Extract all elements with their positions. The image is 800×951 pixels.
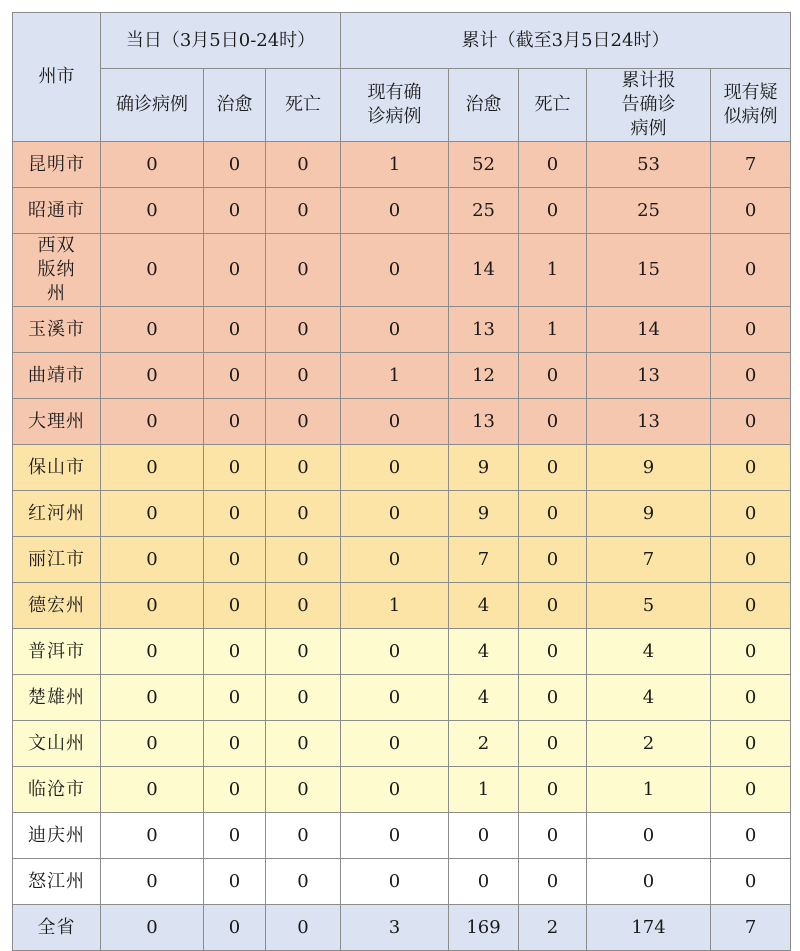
daily-cured-cell: 0	[204, 491, 266, 537]
daily-deaths-cell: 0	[266, 629, 341, 675]
current-suspected-cell: 0	[711, 583, 791, 629]
cum-deaths-cell: 1	[519, 234, 587, 307]
daily-confirmed-cell: 0	[101, 307, 204, 353]
cum-cured-cell: 13	[449, 399, 519, 445]
cum-cured-cell: 2	[449, 721, 519, 767]
cum-deaths-cell: 1	[519, 307, 587, 353]
city-cell: 保山市	[13, 445, 101, 491]
total-daily-deaths-cell: 0	[266, 905, 341, 951]
total-daily-confirmed-cell: 0	[101, 905, 204, 951]
cum-cured-cell: 25	[449, 188, 519, 234]
cum-cured-cell: 9	[449, 445, 519, 491]
current-confirmed-cell: 1	[341, 353, 449, 399]
daily-confirmed-cell: 0	[101, 767, 204, 813]
daily-deaths-cell: 0	[266, 353, 341, 399]
current-suspected-cell: 0	[711, 307, 791, 353]
city-cell: 普洱市	[13, 629, 101, 675]
daily-deaths-cell: 0	[266, 767, 341, 813]
header-cum-reported: 累计报告确诊病例	[587, 69, 711, 142]
cum-reported-cell: 5	[587, 583, 711, 629]
daily-cured-cell: 0	[204, 142, 266, 188]
cum-deaths-cell: 0	[519, 675, 587, 721]
current-confirmed-cell: 0	[341, 307, 449, 353]
city-cell: 楚雄州	[13, 675, 101, 721]
daily-cured-cell: 0	[204, 234, 266, 307]
cum-reported-cell: 14	[587, 307, 711, 353]
daily-confirmed-cell: 0	[101, 629, 204, 675]
cum-deaths-cell: 0	[519, 583, 587, 629]
header-city: 州市	[13, 13, 101, 142]
current-confirmed-cell: 0	[341, 767, 449, 813]
table-row	[13, 399, 791, 445]
table-row	[13, 767, 791, 813]
cum-reported-cell: 25	[587, 188, 711, 234]
cum-cured-cell: 0	[449, 859, 519, 905]
cum-reported-cell: 9	[587, 445, 711, 491]
total-cum-reported-cell: 174	[587, 905, 711, 951]
daily-cured-cell: 0	[204, 537, 266, 583]
daily-cured-cell: 0	[204, 813, 266, 859]
covid-stats-table	[12, 12, 791, 951]
total-row	[13, 905, 791, 951]
table-row	[13, 142, 791, 188]
table-row	[13, 583, 791, 629]
daily-confirmed-cell: 0	[101, 537, 204, 583]
daily-cured-cell: 0	[204, 675, 266, 721]
daily-deaths-cell: 0	[266, 399, 341, 445]
cum-deaths-cell: 0	[519, 721, 587, 767]
header-daily-confirmed: 确诊病例	[101, 69, 204, 142]
cum-reported-cell: 0	[587, 813, 711, 859]
current-suspected-cell: 0	[711, 188, 791, 234]
cum-deaths-cell: 0	[519, 629, 587, 675]
daily-deaths-cell: 0	[266, 537, 341, 583]
cum-cured-cell: 12	[449, 353, 519, 399]
daily-deaths-cell: 0	[266, 307, 341, 353]
current-confirmed-cell: 0	[341, 445, 449, 491]
table-row	[13, 491, 791, 537]
city-cell: 西双版纳州	[13, 234, 101, 307]
table-row	[13, 629, 791, 675]
current-confirmed-cell: 1	[341, 142, 449, 188]
daily-deaths-cell: 0	[266, 859, 341, 905]
table-row	[13, 675, 791, 721]
daily-deaths-cell: 0	[266, 813, 341, 859]
cum-cured-cell: 4	[449, 583, 519, 629]
daily-confirmed-cell: 0	[101, 675, 204, 721]
daily-cured-cell: 0	[204, 307, 266, 353]
daily-deaths-cell: 0	[266, 234, 341, 307]
table-row	[13, 445, 791, 491]
daily-deaths-cell: 0	[266, 491, 341, 537]
daily-cured-cell: 0	[204, 721, 266, 767]
current-confirmed-cell: 0	[341, 491, 449, 537]
cum-deaths-cell: 0	[519, 537, 587, 583]
table-body	[13, 142, 791, 951]
current-confirmed-cell: 0	[341, 813, 449, 859]
current-suspected-cell: 7	[711, 142, 791, 188]
cum-reported-cell: 15	[587, 234, 711, 307]
table-row	[13, 813, 791, 859]
header-cum-cured: 治愈	[449, 69, 519, 142]
cum-reported-cell: 9	[587, 491, 711, 537]
header-current-confirmed: 现有确诊病例	[341, 69, 449, 142]
table-row	[13, 188, 791, 234]
cum-reported-cell: 4	[587, 675, 711, 721]
daily-confirmed-cell: 0	[101, 234, 204, 307]
cum-deaths-cell: 0	[519, 353, 587, 399]
daily-cured-cell: 0	[204, 353, 266, 399]
daily-cured-cell: 0	[204, 445, 266, 491]
header-daily-group: 当日（3月5日0-24时）	[101, 13, 341, 69]
cum-cured-cell: 1	[449, 767, 519, 813]
table-row	[13, 537, 791, 583]
cum-deaths-cell: 0	[519, 399, 587, 445]
current-suspected-cell: 0	[711, 813, 791, 859]
daily-deaths-cell: 0	[266, 142, 341, 188]
cum-deaths-cell: 0	[519, 491, 587, 537]
city-cell: 红河州	[13, 491, 101, 537]
current-confirmed-cell: 0	[341, 721, 449, 767]
current-suspected-cell: 0	[711, 234, 791, 307]
daily-confirmed-cell: 0	[101, 353, 204, 399]
total-label-cell: 全省	[13, 905, 101, 951]
cum-cured-cell: 52	[449, 142, 519, 188]
daily-cured-cell: 0	[204, 767, 266, 813]
daily-confirmed-cell: 0	[101, 188, 204, 234]
daily-confirmed-cell: 0	[101, 859, 204, 905]
current-confirmed-cell: 0	[341, 399, 449, 445]
daily-cured-cell: 0	[204, 583, 266, 629]
cum-cured-cell: 14	[449, 234, 519, 307]
table-header	[13, 13, 791, 142]
total-current-suspected-cell: 7	[711, 905, 791, 951]
cum-reported-cell: 7	[587, 537, 711, 583]
current-suspected-cell: 0	[711, 399, 791, 445]
city-cell: 怒江州	[13, 859, 101, 905]
table-row	[13, 234, 791, 307]
header-daily-cured: 治愈	[204, 69, 266, 142]
daily-deaths-cell: 0	[266, 583, 341, 629]
current-suspected-cell: 0	[711, 537, 791, 583]
table-row	[13, 307, 791, 353]
table-row	[13, 859, 791, 905]
daily-confirmed-cell: 0	[101, 491, 204, 537]
current-confirmed-cell: 1	[341, 583, 449, 629]
daily-deaths-cell: 0	[266, 721, 341, 767]
cum-cured-cell: 4	[449, 629, 519, 675]
daily-confirmed-cell: 0	[101, 583, 204, 629]
cum-reported-cell: 13	[587, 399, 711, 445]
city-cell: 迪庆州	[13, 813, 101, 859]
header-current-suspected: 现有疑似病例	[711, 69, 791, 142]
city-cell: 昭通市	[13, 188, 101, 234]
current-suspected-cell: 0	[711, 675, 791, 721]
city-cell: 丽江市	[13, 537, 101, 583]
cum-deaths-cell: 0	[519, 445, 587, 491]
cum-cured-cell: 9	[449, 491, 519, 537]
current-confirmed-cell: 0	[341, 234, 449, 307]
daily-cured-cell: 0	[204, 188, 266, 234]
header-cumulative-group: 累计（截至3月5日24时）	[341, 13, 791, 69]
total-daily-cured-cell: 0	[204, 905, 266, 951]
daily-deaths-cell: 0	[266, 675, 341, 721]
cum-deaths-cell: 0	[519, 142, 587, 188]
cum-deaths-cell: 0	[519, 188, 587, 234]
city-cell: 大理州	[13, 399, 101, 445]
daily-confirmed-cell: 0	[101, 142, 204, 188]
city-cell: 玉溪市	[13, 307, 101, 353]
daily-confirmed-cell: 0	[101, 721, 204, 767]
header-daily-deaths: 死亡	[266, 69, 341, 142]
city-cell: 文山州	[13, 721, 101, 767]
current-confirmed-cell: 0	[341, 859, 449, 905]
daily-confirmed-cell: 0	[101, 813, 204, 859]
current-suspected-cell: 0	[711, 445, 791, 491]
current-suspected-cell: 0	[711, 491, 791, 537]
header-cum-deaths: 死亡	[519, 69, 587, 142]
daily-cured-cell: 0	[204, 859, 266, 905]
cum-reported-cell: 1	[587, 767, 711, 813]
current-confirmed-cell: 0	[341, 537, 449, 583]
current-suspected-cell: 0	[711, 859, 791, 905]
cum-reported-cell: 2	[587, 721, 711, 767]
city-cell: 昆明市	[13, 142, 101, 188]
cum-deaths-cell: 0	[519, 813, 587, 859]
daily-deaths-cell: 0	[266, 445, 341, 491]
table-row	[13, 353, 791, 399]
current-suspected-cell: 0	[711, 721, 791, 767]
cum-cured-cell: 4	[449, 675, 519, 721]
table-row	[13, 721, 791, 767]
cum-reported-cell: 4	[587, 629, 711, 675]
total-cum-deaths-cell: 2	[519, 905, 587, 951]
cum-cured-cell: 13	[449, 307, 519, 353]
daily-cured-cell: 0	[204, 399, 266, 445]
cum-cured-cell: 0	[449, 813, 519, 859]
city-cell: 临沧市	[13, 767, 101, 813]
current-suspected-cell: 0	[711, 353, 791, 399]
current-confirmed-cell: 0	[341, 675, 449, 721]
cum-reported-cell: 13	[587, 353, 711, 399]
city-cell: 德宏州	[13, 583, 101, 629]
cum-deaths-cell: 0	[519, 859, 587, 905]
current-suspected-cell: 0	[711, 629, 791, 675]
current-suspected-cell: 0	[711, 767, 791, 813]
cum-reported-cell: 53	[587, 142, 711, 188]
total-cum-cured-cell: 169	[449, 905, 519, 951]
daily-confirmed-cell: 0	[101, 445, 204, 491]
city-cell: 曲靖市	[13, 353, 101, 399]
current-confirmed-cell: 0	[341, 188, 449, 234]
daily-confirmed-cell: 0	[101, 399, 204, 445]
cum-cured-cell: 7	[449, 537, 519, 583]
cum-reported-cell: 0	[587, 859, 711, 905]
cum-deaths-cell: 0	[519, 767, 587, 813]
daily-deaths-cell: 0	[266, 188, 341, 234]
total-current-confirmed-cell: 3	[341, 905, 449, 951]
current-confirmed-cell: 0	[341, 629, 449, 675]
daily-cured-cell: 0	[204, 629, 266, 675]
